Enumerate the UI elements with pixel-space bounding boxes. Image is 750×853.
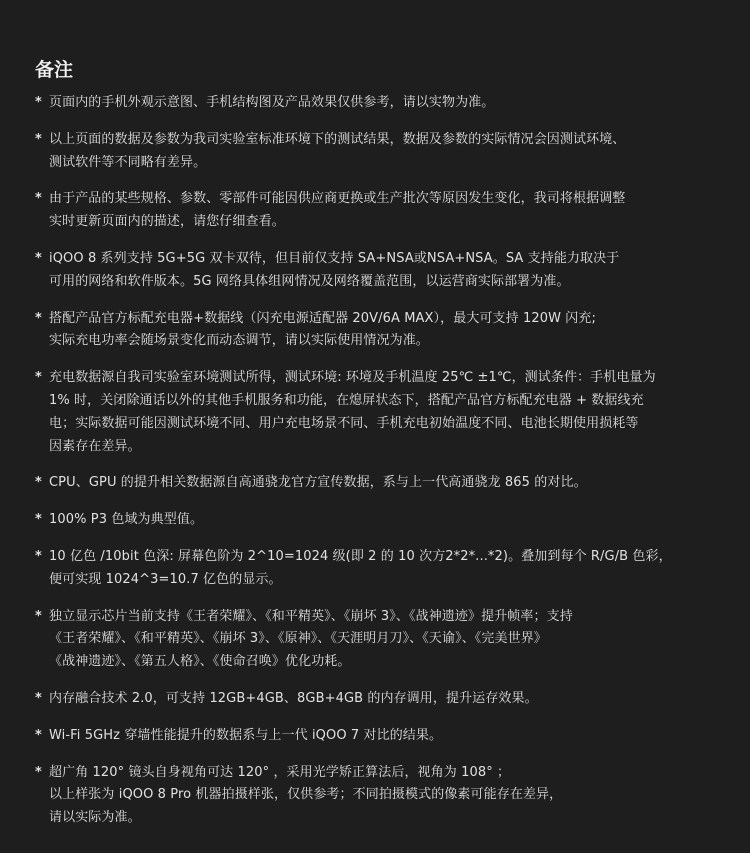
note-line: 10 亿色 /10bit 色深: 屏幕色阶为 2^10=1024 级(即 2 的 10 次方2*2*...*2)。叠加到每个 R/G/B 色彩， (49, 548, 672, 564)
note-item (35, 725, 730, 748)
notes-list (35, 92, 730, 830)
note-line: 因素存在差异。 (49, 438, 141, 454)
note-line: 《王者荣耀》、《和平精英》、《崩坏 3》、《原神》、《天涯明月刀》、《天谕》、《完美世界》 (49, 631, 547, 647)
note-item (35, 308, 730, 354)
note-line: 以上页面的数据及参数为我司实验室标准环境下的测试结果，数据及参数的实际情况会因测试环境、 (49, 131, 626, 147)
bullet-marker: * (35, 608, 42, 624)
page-title: 备注 (35, 59, 74, 81)
note-line: 由于产品的某些规格、参数、零部件可能因供应商更换或生产批次等原因发生变化，我司将根据调整 (49, 191, 626, 207)
note-line: 测试软件等不同略有差异。 (49, 154, 207, 170)
note-line: 1% 时，关闭除通话以外的其他手机服务和功能，在熄屏状态下，搭配产品官方标配充电器 + 数据线充 (49, 392, 644, 408)
bullet-marker: * (35, 764, 42, 780)
note-line: 以上样张为 iQOO 8 Pro 机器拍摄样张，仅供参考；不同拍摄模式的像素可能存在差异， (49, 787, 563, 803)
note-item (35, 129, 730, 175)
bullet-marker: * (35, 512, 42, 528)
note-item (35, 546, 730, 592)
note-line: 100% P3 色域为典型值。 (49, 512, 204, 528)
note-line: 独立显示芯片当前支持《王者荣耀》、《和平精英》、《崩坏 3》、《战神遗迹》提升帧率；支持 (49, 608, 573, 624)
note-line: Wi-Fi 5GHz 穿墙性能提升的数据系与上一代 iQOO 7 对比的结果。 (49, 727, 443, 743)
note-item (35, 509, 730, 532)
note-item (35, 472, 730, 495)
note-line: 便可实现 1024^3=10.7 亿色的显示。 (49, 571, 282, 587)
note-item (35, 606, 730, 674)
note-item (35, 188, 730, 234)
note-line: 《战神遗迹》、《第五人格》、《使命召唤》优化功耗。 (49, 654, 351, 670)
note-item (35, 688, 730, 711)
note-line: 实际充电功率会随场景变化而动态调节，请以实际使用情况为准。 (49, 333, 429, 349)
bullet-marker: * (35, 370, 42, 386)
note-line: 搭配产品官方标配充电器+数据线（闪充电源适配器 20V/6A MAX），最大可支持 120W 闪充; (49, 310, 596, 326)
bullet-marker: * (35, 548, 42, 564)
bullet-marker: * (35, 250, 42, 266)
note-line: 页面内的手机外观示意图、手机结构图及产品效果仅供参考，请以实物为准。 (49, 95, 495, 110)
bullet-marker: * (35, 475, 42, 491)
note-item (35, 367, 730, 458)
note-line: CPU、GPU 的提升相关数据源自高通骁龙官方宣传数据，系与上一代高通骁龙 865 的对比。 (49, 475, 587, 491)
bullet-marker: * (35, 95, 42, 110)
note-item (35, 762, 730, 830)
bullet-marker: * (35, 690, 42, 706)
bullet-marker: * (35, 310, 42, 326)
note-line: 实时更新页面内的描述，请您仔细查看。 (49, 214, 285, 230)
note-line: 超广角 120° 镜头自身视角可达 120° ，采用光学矫正算法后，视角为 108° ； (49, 764, 511, 780)
note-line: 电；实际数据可能因测试环境不同、用户充电场景不同、手机充电初始温度不同、电池长期使用损耗等 (49, 415, 639, 431)
note-line: 内存融合技术 2.0，可支持 12GB+4GB、8GB+4GB 的内存调用，提升运存效果。 (49, 690, 538, 706)
bullet-marker: * (35, 131, 42, 147)
note-item (35, 92, 730, 115)
note-line: 充电数据源自我司实验室环境测试所得，测试环境: 环境及手机温度 25℃ ±1℃，测试条件：手机电量为 (49, 370, 656, 386)
note-line: iQOO 8 系列支持 5G+5G 双卡双待，但目前仅支持 SA+NSA或NSA+NSA。SA 支持能力取决于 (49, 250, 620, 266)
note-line: 可用的网络和软件版本。5G 网络具体组网情况及网络覆盖范围，以运营商实际部署为准。 (49, 273, 570, 289)
bullet-marker: * (35, 727, 42, 743)
note-item (35, 248, 730, 294)
note-line: 请以实际为准。 (49, 810, 141, 826)
bullet-marker: * (35, 191, 42, 207)
